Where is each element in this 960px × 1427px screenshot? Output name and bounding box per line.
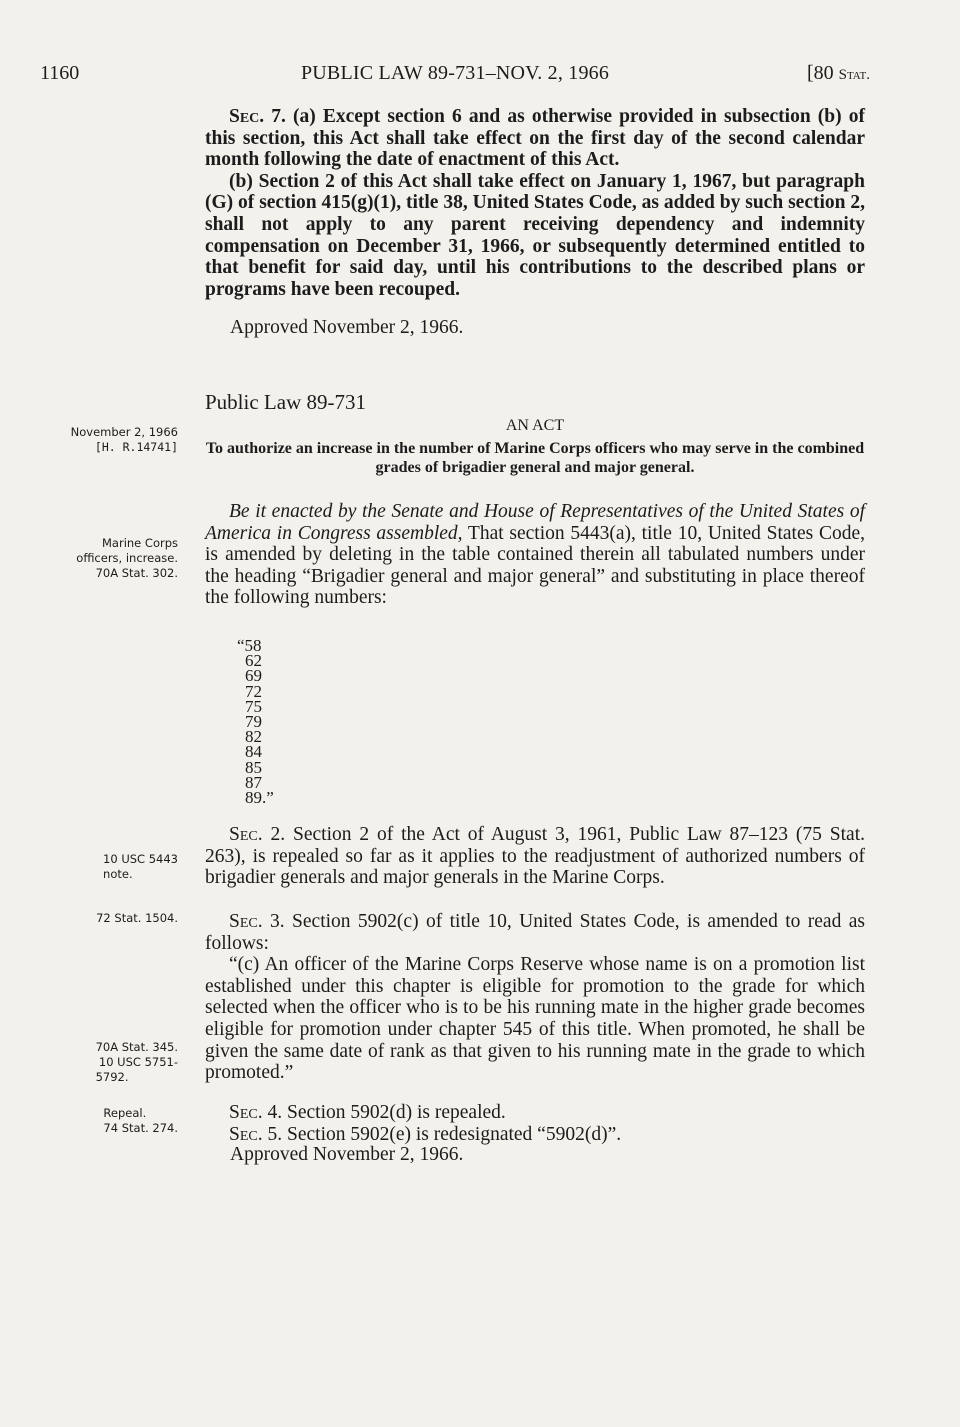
section-2 [205,824,865,889]
enacting-clause [205,501,865,609]
enacting-formula: Be it enacted by the Senate and House of Representatives of the United States of America in Congress assembled, [205,501,865,544]
number-item: 79 [245,711,262,731]
page-header [40,62,870,94]
margin-note-marine-corps: Marine Corps officers, increase. 70A Stat. 302. [76,536,178,580]
law-title: Public Law 89-731 [205,390,366,414]
numbers-table [237,636,305,807]
margin-note-stat-345: 70A Stat. 345. 10 USC 5751- 5792. [95,1040,178,1084]
section-7-para-b: (b) Section 2 of this Act shall take effect on January 1, 1967, but paragraph (G) of section 415(g)(1), title 38, United States Code, as added by such section 2, shall not apply to any parent receiving dependency and indemnity compensation on December 31, 1966, or subsequently determined entitled to that benefit for said day, until his contributions to the described plans or programs have been recouped. [205,170,865,300]
approval-date-1: Approved November 2, 1966. [230,317,464,338]
section-7 [205,106,865,300]
section-4-text: Section 5902(d) is repealed. [282,1102,506,1123]
margin-note-date: November 2, 1966 [H. R.14741] [70,425,178,454]
number-item: 87 [245,772,262,792]
number-item: 72 [245,681,262,701]
margin-note-usc-5443: 10 USC 5443 note. [103,852,178,881]
number-item: 82 [245,727,262,747]
an-act-heading: AN ACT [505,417,565,434]
statute-volume: [80 Stat. [806,62,870,84]
section-7-para-a: (a) Except section 6 and as otherwise provided in subsection (b) of this section, this Act shall take effect on the first day of the second calendar month following the date of enactment of this Act. [205,106,866,171]
section-2-lead: Sec. 2. [229,824,286,845]
number-item: “58 [237,636,262,655]
number-item: 85 [245,757,262,777]
section-2-text: Section 2 of the Act of August 3, 1961, Public Law 87–123 (75 Stat. 263), is repealed so far as it applies to the readjustment of authorized numbers of brigadier generals and major generals in the Marine Corps. [205,824,865,889]
section-7-lead: Sec. 7. [229,106,286,127]
number-item: 69 [245,666,262,686]
number-item: 89.” [245,787,274,807]
section-3-quote: “(c) An officer of the Marine Corps Reserve whose name is on a promotion list established under this chapter is eligible for promotion to the grade for which selected when the officer who is to be his running mate in the higher grade becomes eligible for promotion under chapter 545 of this title. When promoted, he shall be given the same date of rank as that given to his running mate in the grade to which promoted.” [205,954,865,1084]
margin-note-stat-1504: 72 Stat. 1504. [96,911,178,925]
margin-note-repeal: Repeal. 74 Stat. 274. [103,1106,178,1135]
enacting-text: That section 5443(a), title 10, United States Code, is amended by deleting in the table contained therein all tabulated numbers under the heading “Brigadier general and major general” and substituting in place thereof the following numbers: [205,522,865,609]
sections-4-5 [205,1102,865,1145]
section-5-lead: Sec. 5. [229,1123,283,1145]
number-item: 84 [245,742,262,762]
number-item: 75 [245,696,262,716]
section-4-lead: Sec. 4. [229,1102,283,1123]
approval-date-2: Approved November 2, 1966. [230,1144,464,1165]
running-title: PUBLIC LAW 89-731–NOV. 2, 1966 [300,62,610,84]
section-3-lead: Sec. 3. [229,911,285,932]
section-3-text: Section 5902(c) of title 10, United States Code, is amended to read as follows: [205,911,865,954]
number-item: 62 [245,651,262,671]
section-5-text: Section 5902(e) is redesignated “5902(d)”. [282,1123,622,1145]
section-3 [205,911,865,1084]
page-number: 1160 [40,62,80,84]
act-purpose: To authorize an increase in the number of Marine Corps officers who may serve in the combined grades of brigadier general and major general. [205,440,865,476]
